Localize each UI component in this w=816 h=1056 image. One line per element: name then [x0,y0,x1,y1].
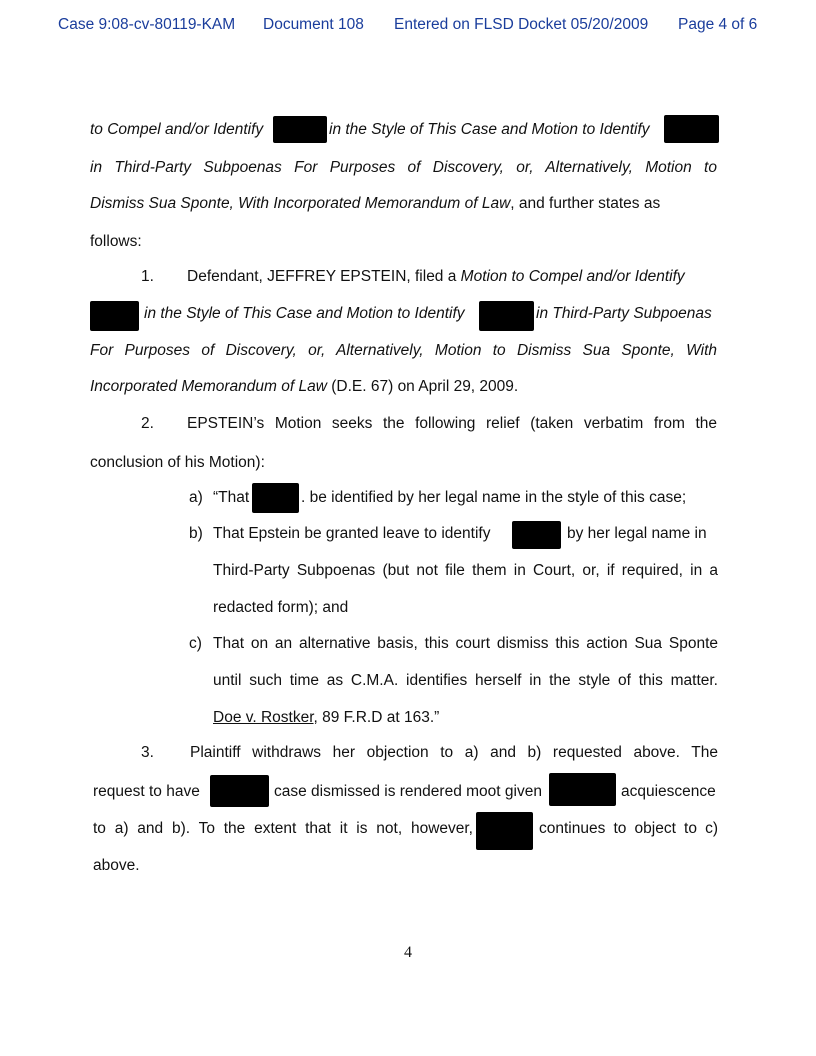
text: conclusion of his Motion): [90,454,265,471]
text: Defendant, JEFFREY EPSTEIN, filed a [187,268,461,285]
text: Dismiss Sua Sponte, With Incorporated Memorandum of Law [90,195,511,212]
body-line [0,705,816,731]
text: in the Style of This Case and Motion to Identify [329,121,650,138]
list-item [0,485,816,511]
text: above. [93,857,140,874]
case-citation: Doe v. Rostker [213,709,314,726]
text: follows: [90,233,142,250]
list-item [0,631,816,657]
docket-header [58,16,768,36]
text: That on an alternative basis, this court dismiss this action Sua Sponte [213,635,718,652]
body-line [0,411,816,437]
redaction-box [252,483,299,513]
redaction-box [90,301,139,331]
body-line [0,668,816,694]
redaction-box [476,812,533,850]
text: Third-Party Subpoenas (but not file them in Court, or, if required, in a [213,562,718,579]
text: redacted form); and [213,599,349,616]
body-line [0,229,816,255]
body-line [0,374,816,400]
text: Incorporated Memorandum of Law [90,378,327,395]
text: in Third-Party Subpoenas [536,305,712,322]
case-number: Case 9:08-cv-80119-KAM [58,16,236,33]
list-label: a) [189,489,203,506]
redaction-box [549,773,616,806]
list-label: b) [189,525,203,542]
text: case dismissed is rendered moot given [274,783,542,800]
text: in the Style of This Case and Motion to Identify [144,305,465,322]
text: by her legal name in [567,525,707,542]
text: That Epstein be granted leave to identify [213,525,491,542]
body-line [0,264,816,290]
text: Plaintiff withdraws her objection to a) and b) requested above. The [190,744,718,761]
body-line [0,155,816,181]
page-number: 4 [404,944,412,961]
list-item [0,521,816,547]
text: (D.E. 67) on April 29, 2009. [326,378,519,395]
body-line [0,595,816,621]
text: . be identified by her legal name in the style of this case; [301,489,687,506]
paragraph-number: 1. [141,268,154,285]
redaction-box [479,301,534,331]
text: acquiescence [621,783,716,800]
text: in Third-Party Subpoenas For Purposes of Discovery, or, Alternatively, Motion to [90,159,717,176]
text: continues to object to c) [539,820,718,837]
text: “That [213,489,250,506]
text: to a) and b). To the extent that it is not, however, [93,820,473,837]
docket-entry: Entered on FLSD Docket 05/20/2009 [394,16,649,33]
redaction-box [664,115,719,143]
body-line [0,338,816,364]
text: , 89 F.R.D at 163.” [313,709,440,726]
body-line [0,853,816,879]
text: Motion to Compel and/or Identify [460,268,685,285]
redaction-box [210,775,269,807]
body-line [0,117,816,143]
page-of: Page 4 of 6 [678,16,758,33]
text: until such time as C.M.A. identifies herself in the style of this matter. [213,672,718,689]
list-label: c) [189,635,202,652]
body-line [0,191,816,217]
text: to Compel and/or Identify [90,121,264,138]
body-line [0,301,816,327]
text: For Purposes of Discovery, or, Alternatively, Motion to Dismiss Sua Sponte, With [90,342,717,359]
document-number: Document 108 [263,16,364,33]
paragraph-number: 3. [141,744,154,761]
paragraph-number: 2. [141,415,154,432]
redaction-box [512,521,561,549]
redaction-box [273,116,327,143]
body-line [0,816,816,842]
body-line [0,740,816,766]
body-line [0,558,816,584]
text: EPSTEIN’s Motion seeks the following relief (taken verbatim from the [187,415,717,432]
text: request to have [93,783,200,800]
body-line [0,450,816,476]
body-line [0,779,816,805]
text: , and further states as [510,195,661,212]
